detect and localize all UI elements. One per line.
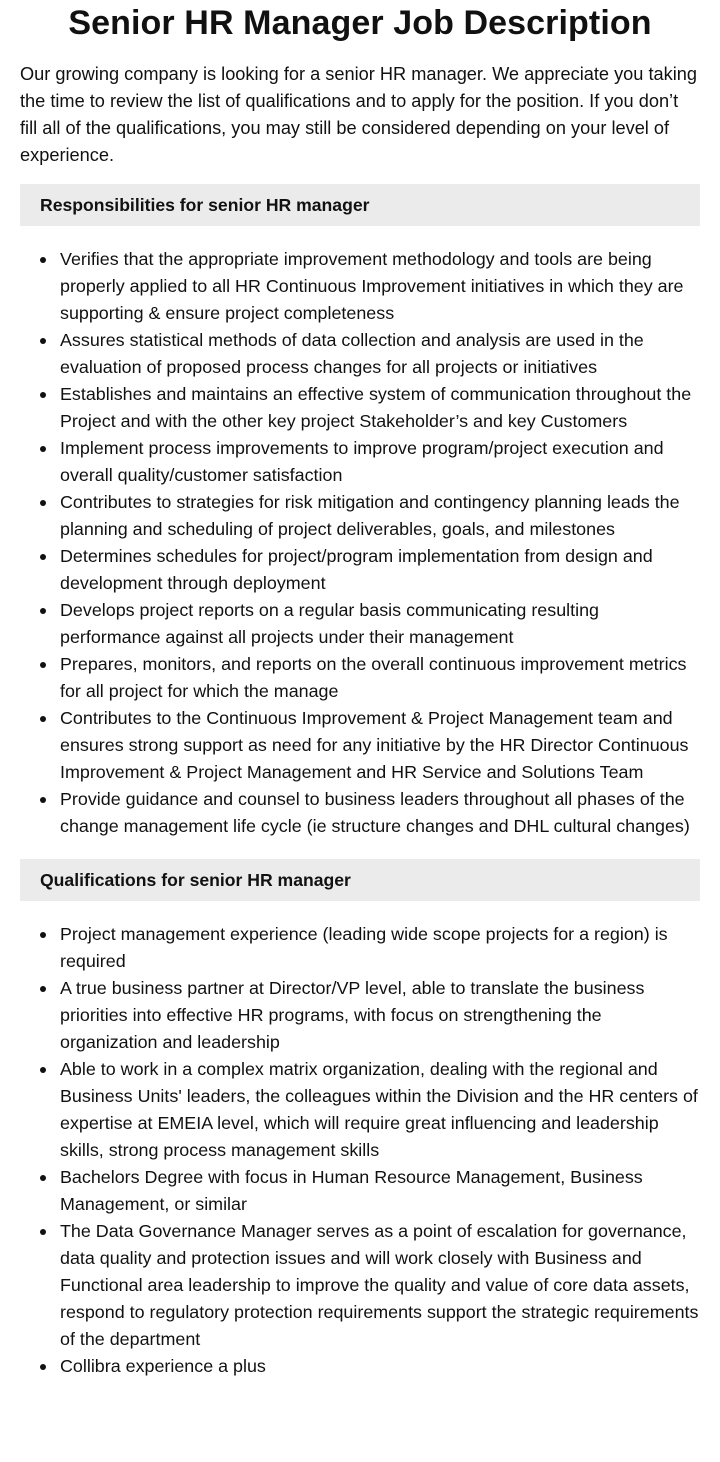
bullet-icon [40,554,46,560]
responsibilities-heading: Responsibilities for senior HR manager [20,184,700,226]
bullet-icon [40,662,46,668]
list-item-text: Determines schedules for project/program implementation from design and development through deployment [60,546,653,593]
list-item-text: Able to work in a complex matrix organization, dealing with the regional and Business Units' leaders, the colleagues within the Division and the HR centers of expertise at EMEIA level, which will require great influencing and leadership skills, strong process management skills [60,1059,698,1160]
list-item-text: Collibra experience a plus [60,1356,266,1376]
qualifications-heading: Qualifications for senior HR manager [20,859,700,901]
qualifications-list [20,921,700,1380]
list-item [20,921,700,975]
section-spacer [20,840,700,859]
list-item-text: Assures statistical methods of data collection and analysis are used in the evaluation of proposed process changes for all projects or initiatives [60,330,644,377]
bullet-icon [40,257,46,263]
bullet-icon [40,500,46,506]
list-item [20,651,700,705]
bullet-icon [40,1364,46,1370]
bullet-icon [40,1067,46,1073]
bullet-icon [40,392,46,398]
bullet-icon [40,932,46,938]
list-item [20,1218,700,1353]
list-item [20,435,700,489]
list-item-text: Project management experience (leading wide scope projects for a region) is required [60,924,668,971]
list-item [20,489,700,543]
list-item-text: Implement process improvements to improve program/project execution and overall quality/customer satisfaction [60,438,664,485]
list-item [20,1056,700,1164]
list-item-text: A true business partner at Director/VP level, able to translate the business priorities into effective HR programs, with focus on strengthening the organization and leadership [60,978,645,1052]
responsibilities-list [20,246,700,840]
list-item [20,705,700,786]
list-item [20,381,700,435]
list-item-text: Contributes to strategies for risk mitigation and contingency planning leads the planning and scheduling of project deliverables, goals, and milestones [60,492,680,539]
list-item [20,975,700,1056]
list-item-text: Prepares, monitors, and reports on the overall continuous improvement metrics for all project for which the manage [60,654,687,701]
bullet-icon [40,338,46,344]
list-item-text: Establishes and maintains an effective system of communication throughout the Project and with the other key project Stakeholder’s and key Customers [60,384,692,431]
bullet-icon [40,1229,46,1235]
list-item-text: Verifies that the appropriate improvement methodology and tools are being properly applied to all HR Continuous Improvement initiatives in which they are supporting & ensure project completeness [60,249,684,323]
list-item [20,1353,700,1380]
list-item [20,543,700,597]
bullet-icon [40,608,46,614]
list-item [20,1164,700,1218]
list-item [20,246,700,327]
list-item-text: Provide guidance and counsel to business leaders throughout all phases of the change management life cycle (ie structure changes and DHL cultural changes) [60,789,690,836]
bullet-icon [40,716,46,722]
page-title: Senior HR Manager Job Description [68,4,652,42]
list-item [20,786,700,840]
list-item-text: Contributes to the Continuous Improvement & Project Management team and ensures strong support as need for any initiative by the HR Director Continuous Improvement & Project Management and HR Service and Solutions Team [60,708,689,782]
bullet-icon [40,1175,46,1181]
bullet-icon [40,446,46,452]
bullet-icon [40,986,46,992]
intro-paragraph: Our growing company is looking for a senior HR manager. We appreciate you taking the time to review the list of qualifications and to apply for the position. If you don’t fill all of the qualifications, you may still be considered depending on your level of experience. [20,64,697,165]
list-item-text: The Data Governance Manager serves as a point of escalation for governance, data quality and protection issues and will work closely with Business and Functional area leadership to improve the quality and value of core data assets, respond to regulatory protection requirements support the strategic requirements of the department [60,1221,699,1349]
bullet-icon [40,797,46,803]
list-item-text: Bachelors Degree with focus in Human Resource Management, Business Management, or similar [60,1167,643,1214]
list-item [20,597,700,651]
list-item [20,327,700,381]
list-item-text: Develops project reports on a regular basis communicating resulting performance against all projects under their management [60,600,599,647]
